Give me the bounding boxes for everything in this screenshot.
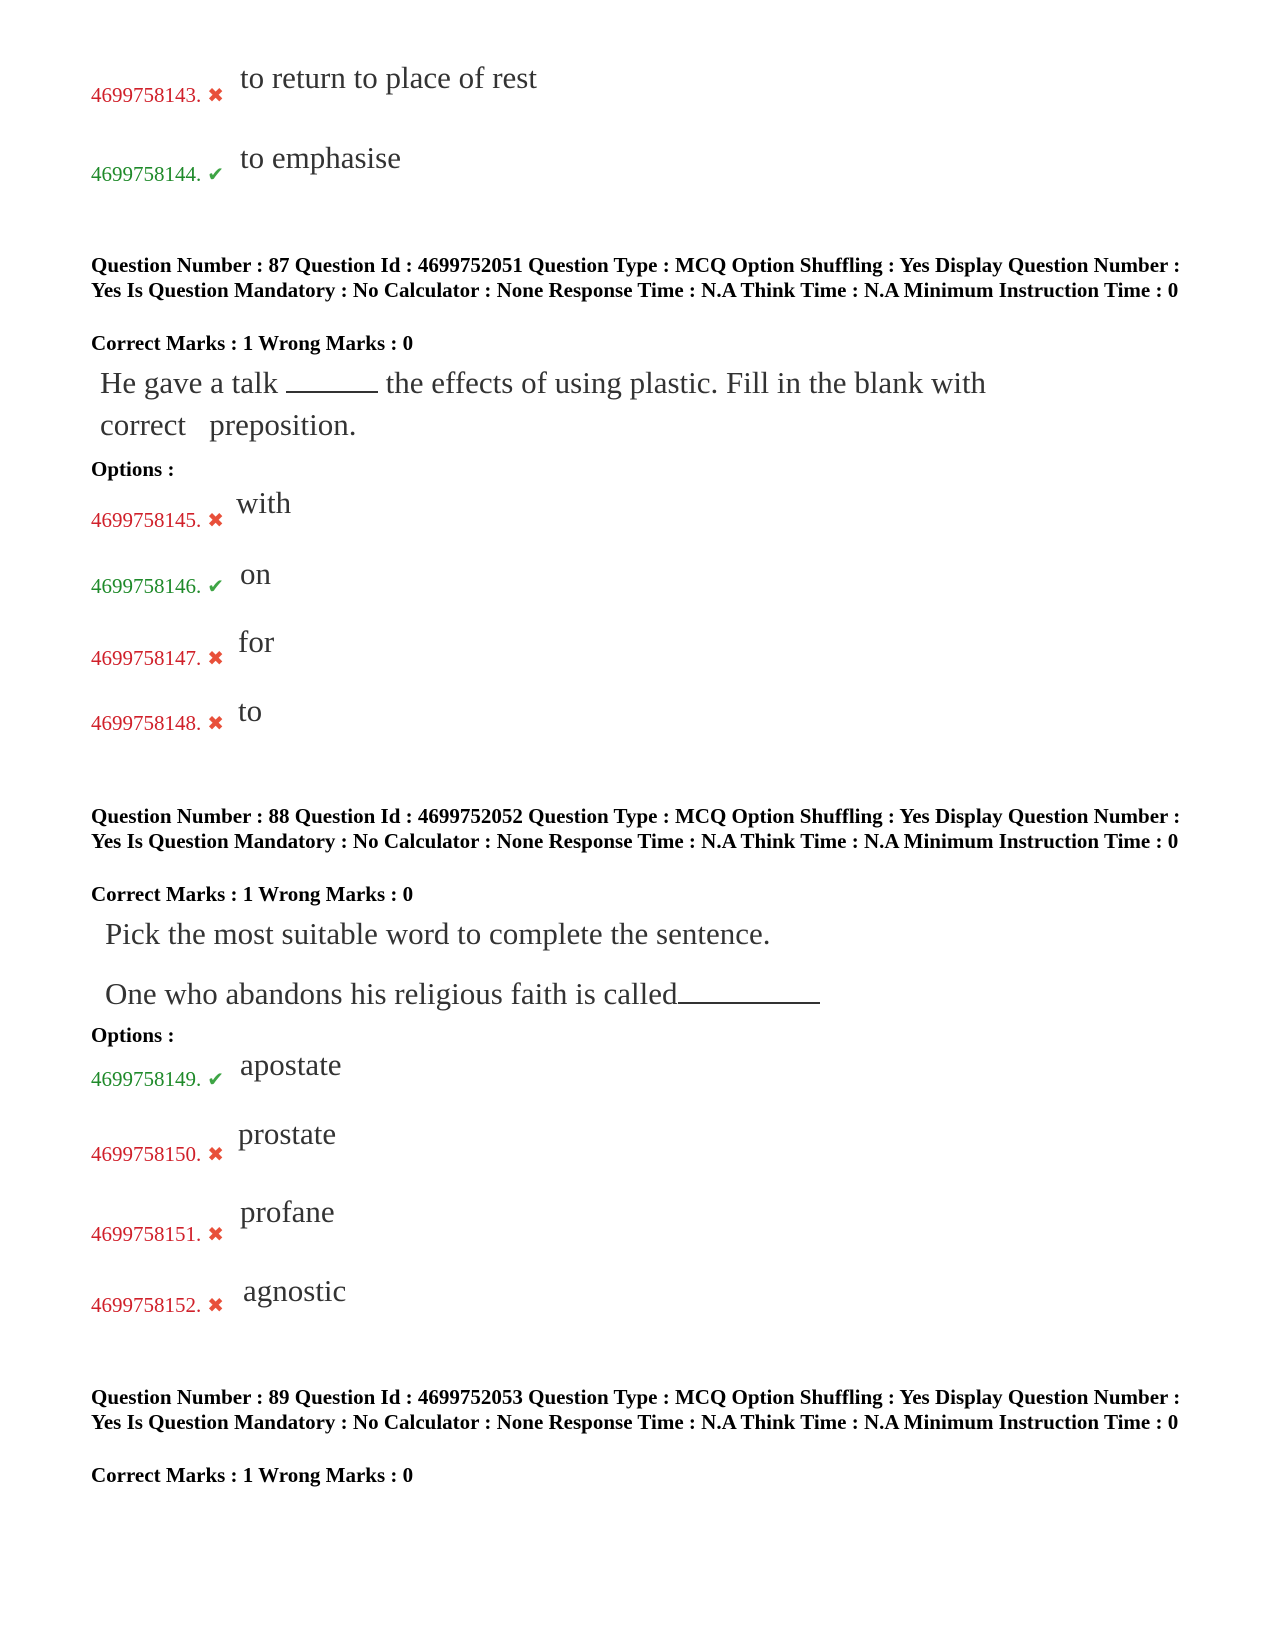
option-id: 4699758147.	[91, 646, 202, 670]
question-text-line: correct preposition.	[100, 407, 357, 442]
question-text-line: Pick the most suitable word to complete the sentence.	[105, 916, 771, 951]
option-row	[91, 1142, 224, 1167]
question-meta: Question Number : 89 Question Id : 4699752053 Question Type : MCQ Option Shuffling : Yes Display Question Number : Yes Is Question Mandatory : No Calculator : None Response Time : N.A Think Time : N.A Minimum Instruction Time : 0	[91, 1385, 1181, 1434]
option-text: to	[238, 693, 263, 728]
cross-icon: ✖	[207, 85, 225, 107]
check-icon: ✔	[207, 164, 225, 186]
option-text: profane	[240, 1194, 335, 1229]
option-row	[91, 711, 224, 736]
question-meta: Question Number : 87 Question Id : 4699752051 Question Type : MCQ Option Shuffling : Yes Display Question Number : Yes Is Question Mandatory : No Calculator : None Response Time : N.A Think Time : N.A Minimum Instruction Time : 0	[91, 253, 1181, 302]
option-row	[91, 1067, 224, 1092]
options-label: Options :	[91, 1023, 175, 1047]
question-text	[100, 361, 986, 405]
options-label: Options :	[91, 457, 175, 481]
option-row	[91, 162, 224, 187]
option-row	[91, 508, 224, 533]
option-id: 4699758151.	[91, 1222, 202, 1246]
cross-icon: ✖	[207, 510, 225, 532]
check-icon: ✔	[207, 576, 225, 598]
option-text: apostate	[240, 1047, 342, 1082]
option-id: 4699758152.	[91, 1293, 202, 1317]
option-row	[91, 83, 224, 108]
option-id: 4699758150.	[91, 1142, 202, 1166]
option-row	[91, 574, 224, 599]
option-id: 4699758146.	[91, 574, 202, 598]
option-text: prostate	[238, 1116, 337, 1151]
option-id: 4699758145.	[91, 508, 202, 532]
option-text: for	[238, 624, 275, 659]
option-id: 4699758148.	[91, 711, 202, 735]
option-text: to emphasise	[240, 140, 401, 175]
question-meta: Question Number : 88 Question Id : 4699752052 Question Type : MCQ Option Shuffling : Yes Display Question Number : Yes Is Question Mandatory : No Calculator : None Response Time : N.A Think Time : N.A Minimum Instruction Time : 0	[91, 804, 1181, 853]
cross-icon: ✖	[207, 648, 225, 670]
option-row	[91, 646, 224, 671]
question-text-part: the effects of using plastic. Fill in the blank with	[385, 365, 987, 400]
option-id: 4699758144.	[91, 162, 202, 186]
question-text-part: He gave a talk	[100, 365, 279, 400]
question-text	[105, 972, 820, 1016]
cross-icon: ✖	[207, 1144, 225, 1166]
cross-icon: ✖	[207, 1295, 225, 1317]
option-row	[91, 1293, 224, 1318]
option-row	[91, 1222, 224, 1247]
check-icon: ✔	[207, 1069, 225, 1091]
option-id: 4699758143.	[91, 83, 202, 107]
blank-line	[678, 1002, 820, 1004]
cross-icon: ✖	[207, 1224, 225, 1246]
question-marks: Correct Marks : 1 Wrong Marks : 0	[91, 331, 414, 355]
option-text: to return to place of rest	[240, 60, 537, 95]
option-id: 4699758149.	[91, 1067, 202, 1091]
option-text: agnostic	[243, 1273, 347, 1308]
question-text-part: One who abandons his religious faith is called	[105, 976, 678, 1011]
option-text: with	[236, 485, 292, 520]
blank-line	[286, 391, 378, 393]
question-marks: Correct Marks : 1 Wrong Marks : 0	[91, 1463, 414, 1487]
question-marks: Correct Marks : 1 Wrong Marks : 0	[91, 882, 414, 906]
option-text: on	[240, 556, 271, 591]
cross-icon: ✖	[207, 713, 225, 735]
